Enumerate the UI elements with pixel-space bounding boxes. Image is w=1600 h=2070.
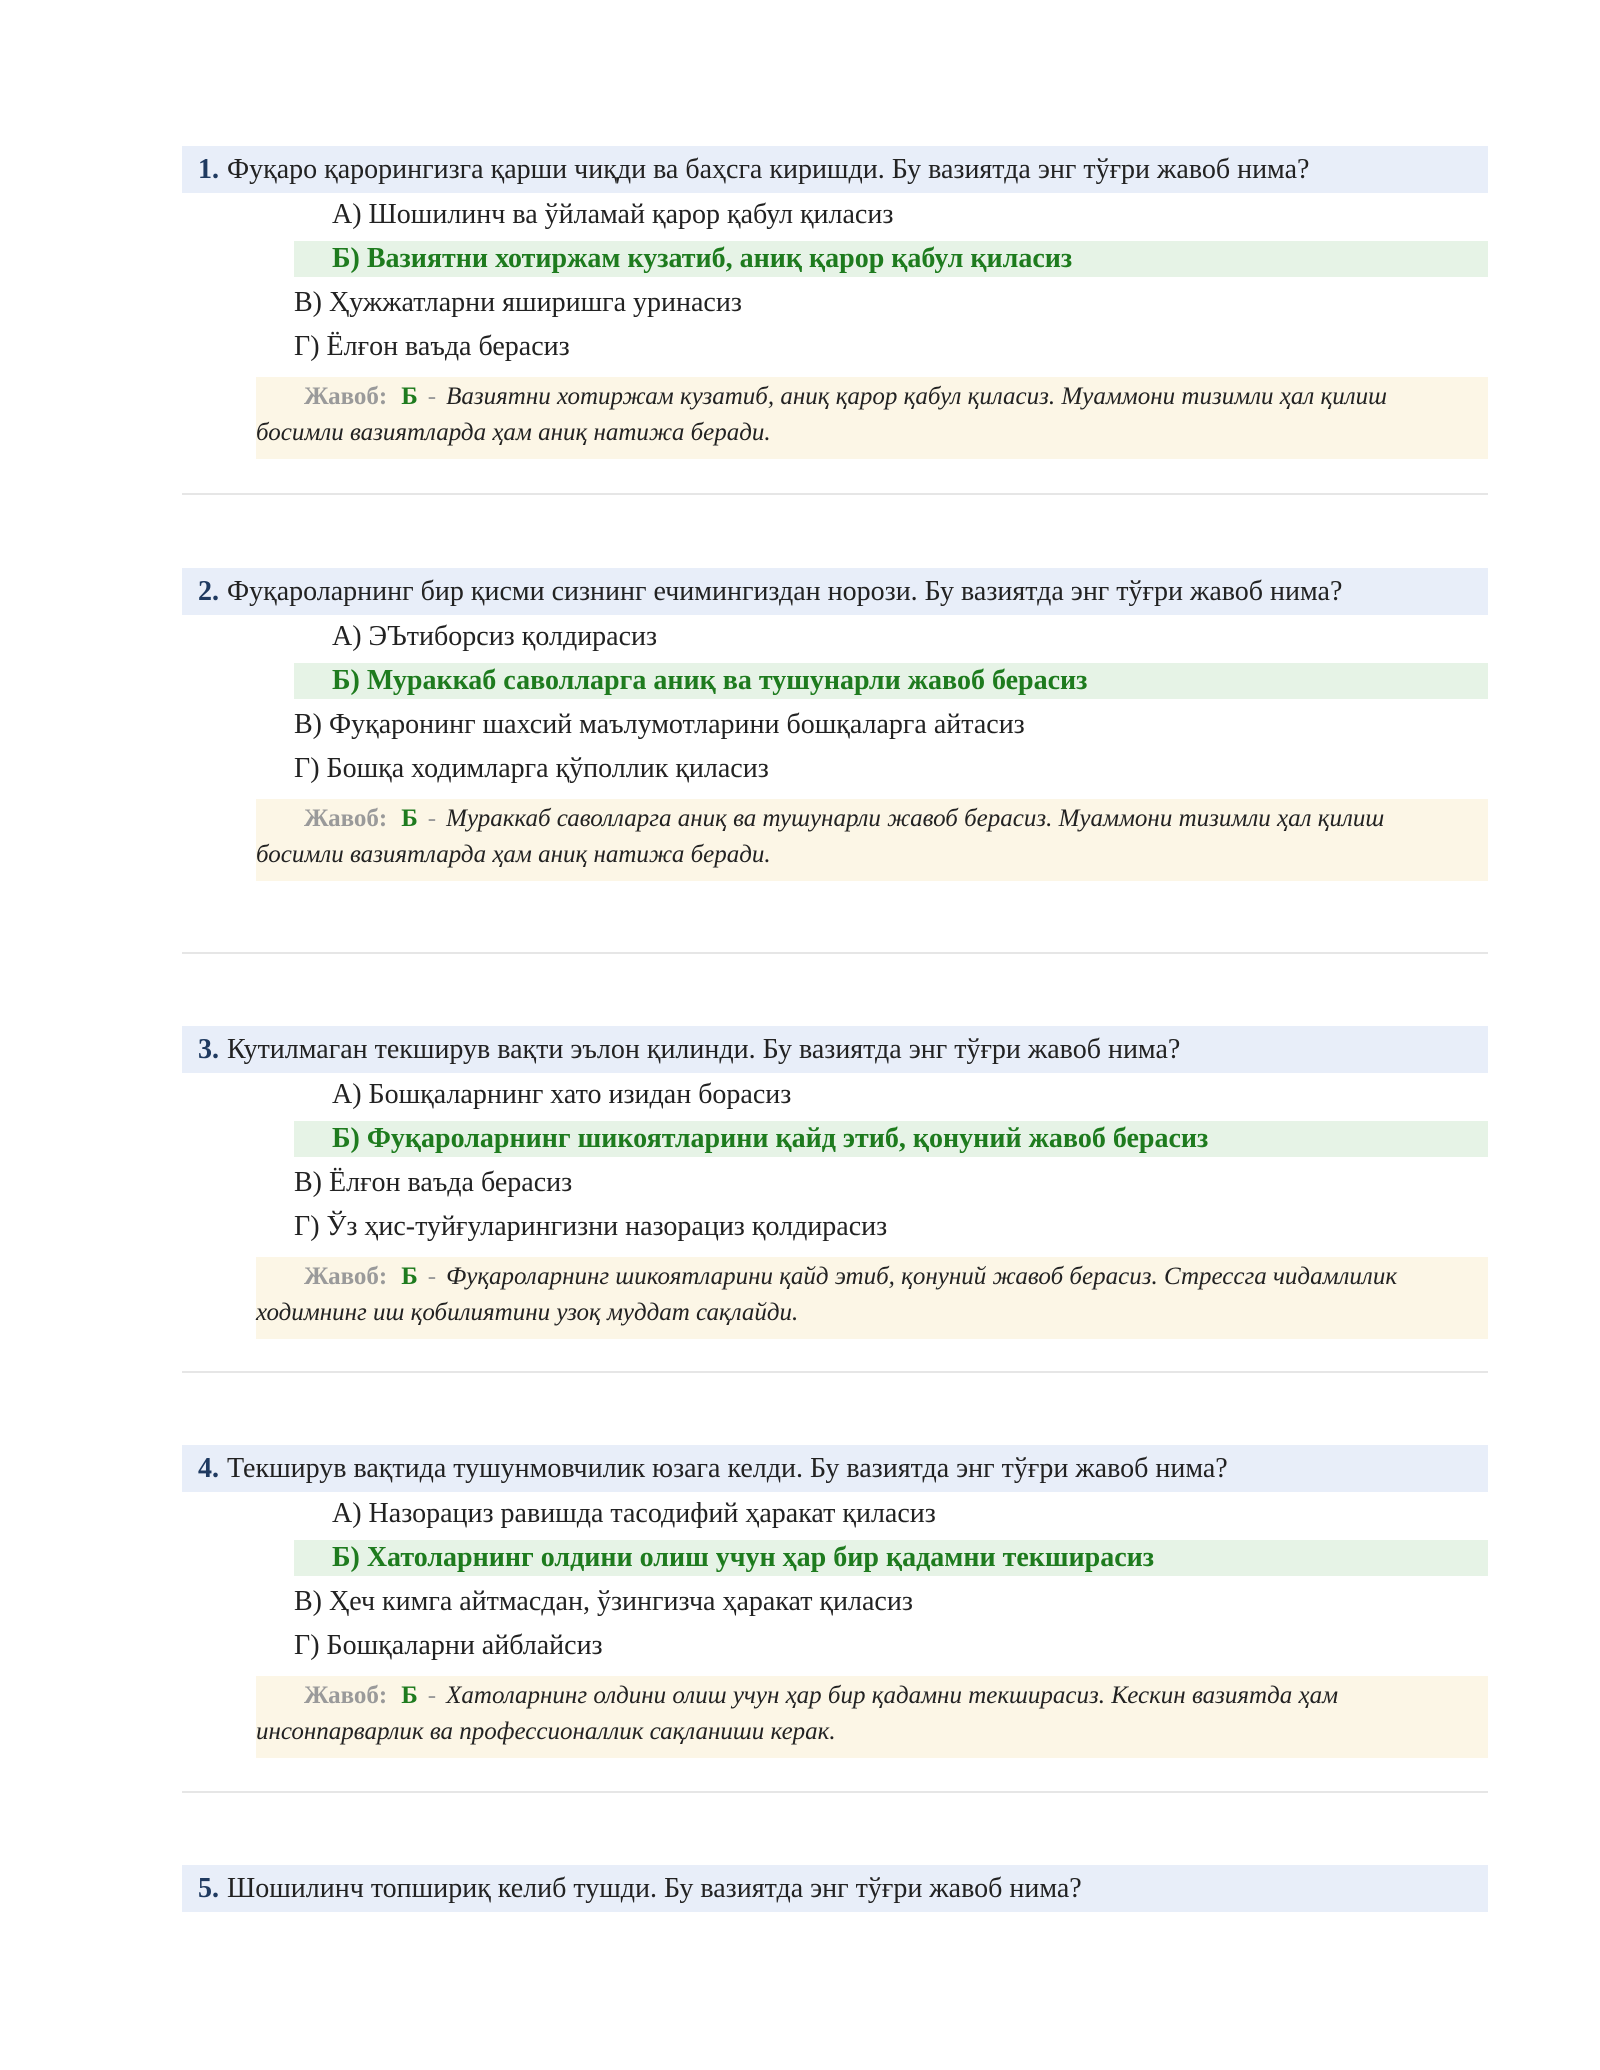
answer-explanation: Вазиятни хотиржам кузатиб, аниқ қарор қабул қиласиз. Муаммони тизимли ҳал қилиш босимли вазиятларда ҳам аниқ натижа беради. xyxy=(256,383,1388,446)
question-text-line xyxy=(182,568,1488,615)
question-number: 5. xyxy=(198,1873,219,1904)
option-a: А) ЭЪтиборсиз қолдирасиз xyxy=(332,621,658,652)
divider xyxy=(182,1371,1488,1373)
question-number: 3. xyxy=(198,1034,219,1065)
answer-dash: - xyxy=(427,1682,437,1709)
question-number: 2. xyxy=(198,576,219,607)
answer-letter: Б xyxy=(401,1263,418,1290)
option-c: В) Ёлғон ваъда берасиз xyxy=(294,1167,573,1198)
answer-box xyxy=(256,377,1488,459)
option-d: Г) Ўз ҳис-туйғуларингизни назорациз қолдирасиз xyxy=(294,1211,888,1242)
question-text: Текширув вақтида тушунмовчилик юзага келди. Бу вазиятда энг тўғри жавоб нима? xyxy=(227,1453,1228,1484)
question-text: Фуқароларнинг бир қисми сизнинг ечимингиздан норози. Бу вазиятда энг тўғри жавоб нима? xyxy=(227,576,1343,607)
answer-explanation: Мураккаб саволларга аниқ ва тушунарли жавоб берасиз. Муаммони тизимли ҳал қилиш босимли вазиятларда ҳам аниқ натижа беради. xyxy=(256,805,1385,868)
answer-letter: Б xyxy=(401,805,418,832)
answer-dash: - xyxy=(427,805,437,832)
option-c: В) Ҳужжатларни яширишга уринасиз xyxy=(294,287,742,318)
question-number: 4. xyxy=(198,1453,219,1484)
question-block xyxy=(182,1445,1488,1758)
answer-label: Жавоб: xyxy=(304,383,388,410)
question-text-line xyxy=(182,146,1488,193)
question-block xyxy=(182,1026,1488,1339)
question-block xyxy=(182,1865,1488,1912)
answer-letter: Б xyxy=(401,383,418,410)
answer-explanation: Хатоларнинг олдини олиш учун ҳар бир қадамни текширасиз. Кескин вазиятда ҳам инсонпарварлик ва профессионаллик сақланиши керак. xyxy=(256,1682,1339,1745)
question-text: Кутилмаган текширув вақти эълон қилинди. Бу вазиятда энг тўғри жавоб нима? xyxy=(227,1034,1181,1065)
answer-box xyxy=(256,1676,1488,1758)
question-text-line xyxy=(182,1445,1488,1492)
option-b-correct: Б) Хатоларнинг олдини олиш учун ҳар бир қадамни текширасиз xyxy=(294,1540,1488,1576)
divider xyxy=(182,952,1488,954)
option-b-correct: Б) Мураккаб саволларга аниқ ва тушунарли жавоб берасиз xyxy=(294,663,1488,699)
answer-dash: - xyxy=(427,1263,437,1290)
question-block xyxy=(182,146,1488,459)
answer-label: Жавоб: xyxy=(304,805,388,832)
question-text: Шошилинч топшириқ келиб тушди. Бу вазиятда энг тўғри жавоб нима? xyxy=(227,1873,1082,1904)
question-text-line xyxy=(182,1865,1488,1912)
option-a: А) Назорациз равишда тасодифий ҳаракат қиласиз xyxy=(332,1498,936,1529)
answer-explanation: Фуқароларнинг шикоятларини қайд этиб, қонуний жавоб берасиз. Стрессга чидамлилик ходимнинг иш қобилиятини узоқ муддат сақлайди. xyxy=(256,1263,1398,1326)
answer-box xyxy=(256,799,1488,881)
answer-label: Жавоб: xyxy=(304,1263,388,1290)
option-a: А) Шошилинч ва ўйламай қарор қабул қиласиз xyxy=(332,199,894,230)
option-b-correct: Б) Вазиятни хотиржам кузатиб, аниқ қарор қабул қиласиз xyxy=(294,241,1488,277)
divider xyxy=(182,493,1488,495)
answer-dash: - xyxy=(427,383,437,410)
divider xyxy=(182,1791,1488,1793)
question-text-line xyxy=(182,1026,1488,1073)
answer-label: Жавоб: xyxy=(304,1682,388,1709)
option-d: Г) Ёлғон ваъда берасиз xyxy=(294,331,570,362)
option-a: А) Бошқаларнинг хато изидан борасиз xyxy=(332,1079,792,1110)
answer-letter: Б xyxy=(401,1682,418,1709)
option-d: Г) Бошқаларни айблайсиз xyxy=(294,1630,603,1661)
option-d: Г) Бошқа ходимларга қўполлик қиласиз xyxy=(294,753,769,784)
option-c: В) Ҳеч кимга айтмасдан, ўзингизча ҳаракат қиласиз xyxy=(294,1586,913,1617)
question-number: 1. xyxy=(198,154,219,185)
option-c: В) Фуқаронинг шахсий маълумотларини бошқаларга айтасиз xyxy=(294,709,1025,740)
question-block xyxy=(182,568,1488,881)
answer-box xyxy=(256,1257,1488,1339)
option-b-correct: Б) Фуқароларнинг шикоятларини қайд этиб, қонуний жавоб берасиз xyxy=(294,1121,1488,1157)
question-text: Фуқаро қарорингизга қарши чиқди ва баҳсга киришди. Бу вазиятда энг тўғри жавоб нима? xyxy=(227,154,1310,185)
